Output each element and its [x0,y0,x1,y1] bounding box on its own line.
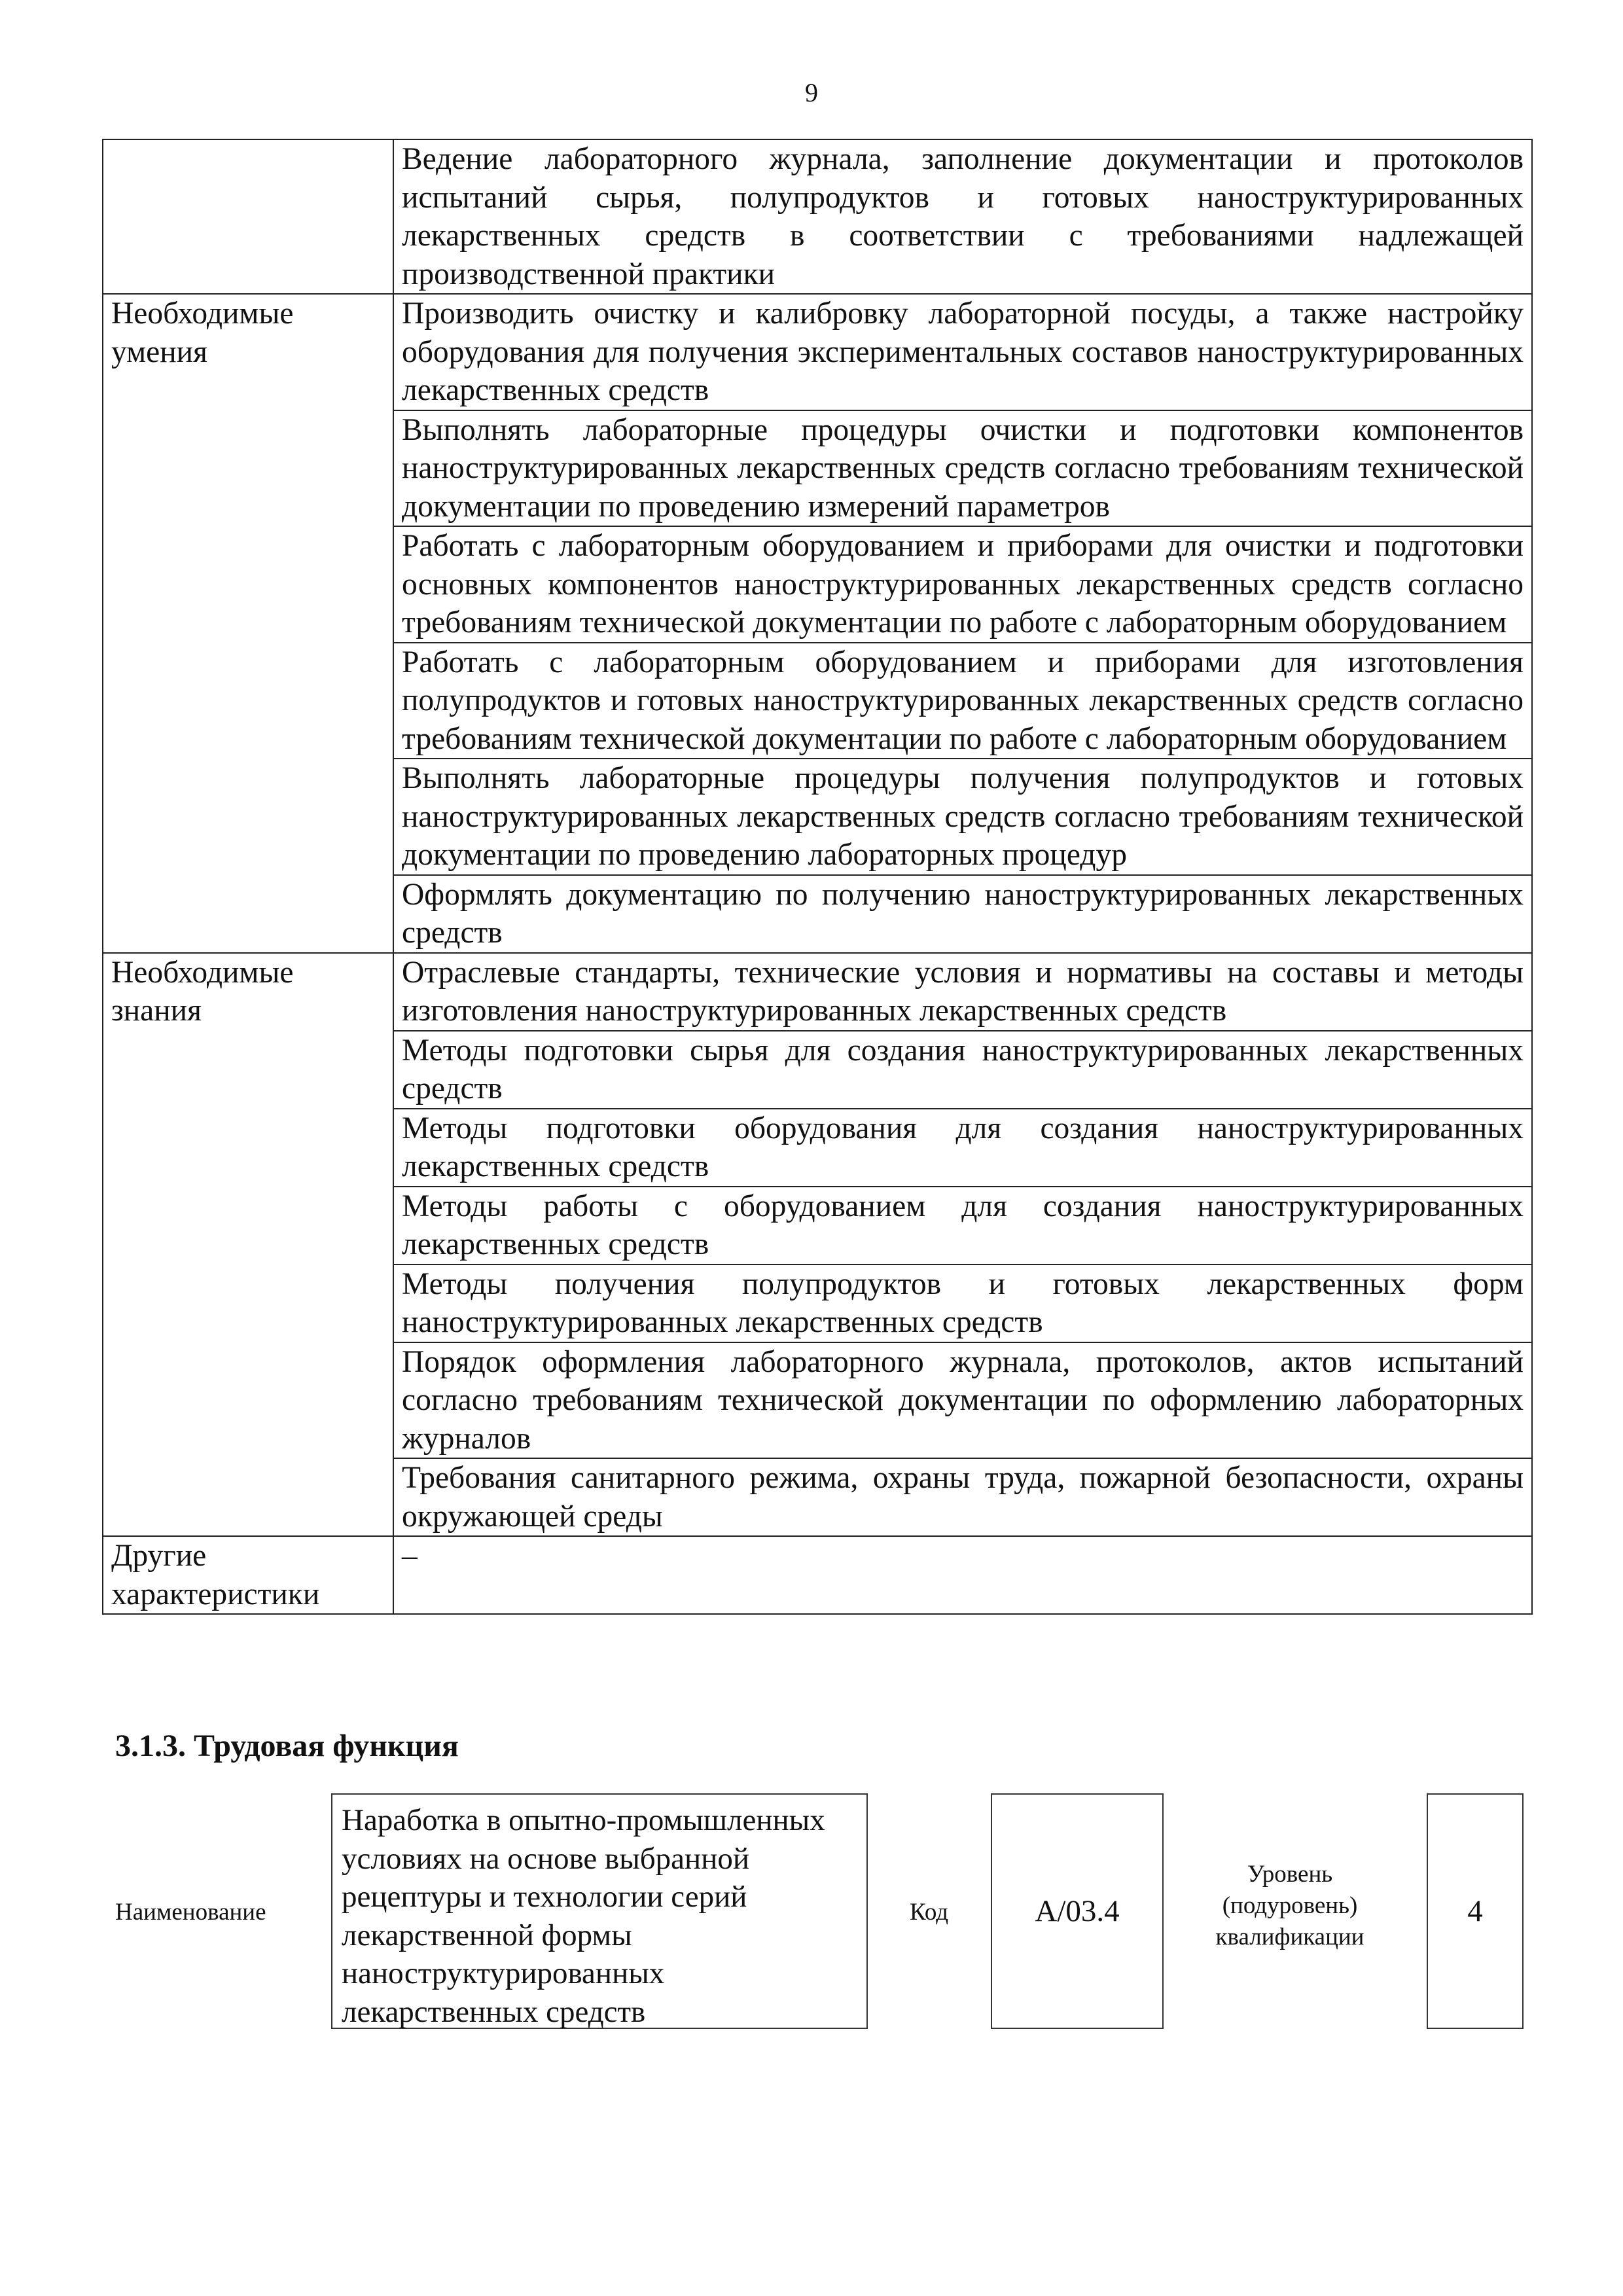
row-label-skills: Необходимые умения [103,294,393,953]
row-text: Методы работы с оборудованием для создания наноструктурированных лекарственных средств [393,1187,1532,1265]
page-number: 9 [805,78,818,107]
table-row [103,139,1532,294]
row-text: Методы получения полупродуктов и готовых лекарственных форм наноструктурированных лекарственных средств [393,1265,1532,1342]
level-label: Уровень (подуровень) квалификации [1215,1861,1364,1950]
row-text: Требования санитарного режима, охраны труда, пожарной безопасности, охраны окружающей среды [393,1458,1532,1536]
level-value-box: 4 [1427,1793,1524,2029]
section-title: 3.1.3. Трудовая функция [115,1729,459,1763]
row-label-other: Другие характеристики [103,1536,393,1614]
row-text: Методы подготовки сырья для создания наноструктурированных лекарственных средств [393,1031,1532,1109]
row-text: – [393,1536,1532,1614]
name-value-box: Наработка в опытно-промышленных условиях на основе выбранной рецептуры и технологии серий лекарственной формы наноструктурированных лекарственных средств [331,1793,868,2029]
row-text: Выполнять лабораторные процедуры очистки и подготовки компонентов наноструктурированных лекарственных средств согласно требованиям технической документации по проведению измерений параметров [393,410,1532,527]
table-row [103,294,1532,410]
row-text: Работать с лабораторным оборудованием и приборами для очистки и подготовки основных компонентов наноструктурированных лекарственных средств согласно требованиям технической документации по работе с лабораторным оборудованием [393,526,1532,643]
labor-function-header [115,1793,1535,2055]
row-text: Методы подготовки оборудования для создания наноструктурированных лекарственных средств [393,1109,1532,1187]
competency-table [102,139,1533,1615]
row-text: Ведение лабораторного журнала, заполнение документации и протоколов испытаний сырья, полупродуктов и готовых наноструктурированных лекарственных средств в соответствии с требованиями надлежащей производственной практики [393,139,1532,294]
code-value-box: А/03.4 [991,1793,1164,2029]
row-text: Производить очистку и калибровку лабораторной посуды, а также настройку оборудования для получения экспериментальных составов наноструктурированных лекарственных средств [393,294,1532,410]
row-text: Работать с лабораторным оборудованием и приборами для изготовления полупродуктов и готовых наноструктурированных лекарственных средств согласно требованиям технической документации по работе с лабораторным оборудованием [393,643,1532,759]
row-label-knowledge: Необходимые знания [103,953,393,1537]
row-text: Отраслевые стандарты, технические условия и нормативы на составы и методы изготовления наноструктурированных лекарственных средств [393,953,1532,1031]
row-text: Порядок оформления лабораторного журнала, протоколов, актов испытаний согласно требованиям технической документации по оформлению лабораторных журналов [393,1342,1532,1459]
name-label: Наименование [115,1899,266,1926]
row-label [103,139,393,294]
table-row [103,953,1532,1031]
row-text: Выполнять лабораторные процедуры получения полупродуктов и готовых наноструктурированных лекарственных средств согласно требованиям технической документации по проведению лабораторных процедур [393,759,1532,875]
code-label: Код [910,1899,949,1926]
table-row [103,1536,1532,1614]
row-text: Оформлять документацию по получению наноструктурированных лекарственных средств [393,875,1532,953]
